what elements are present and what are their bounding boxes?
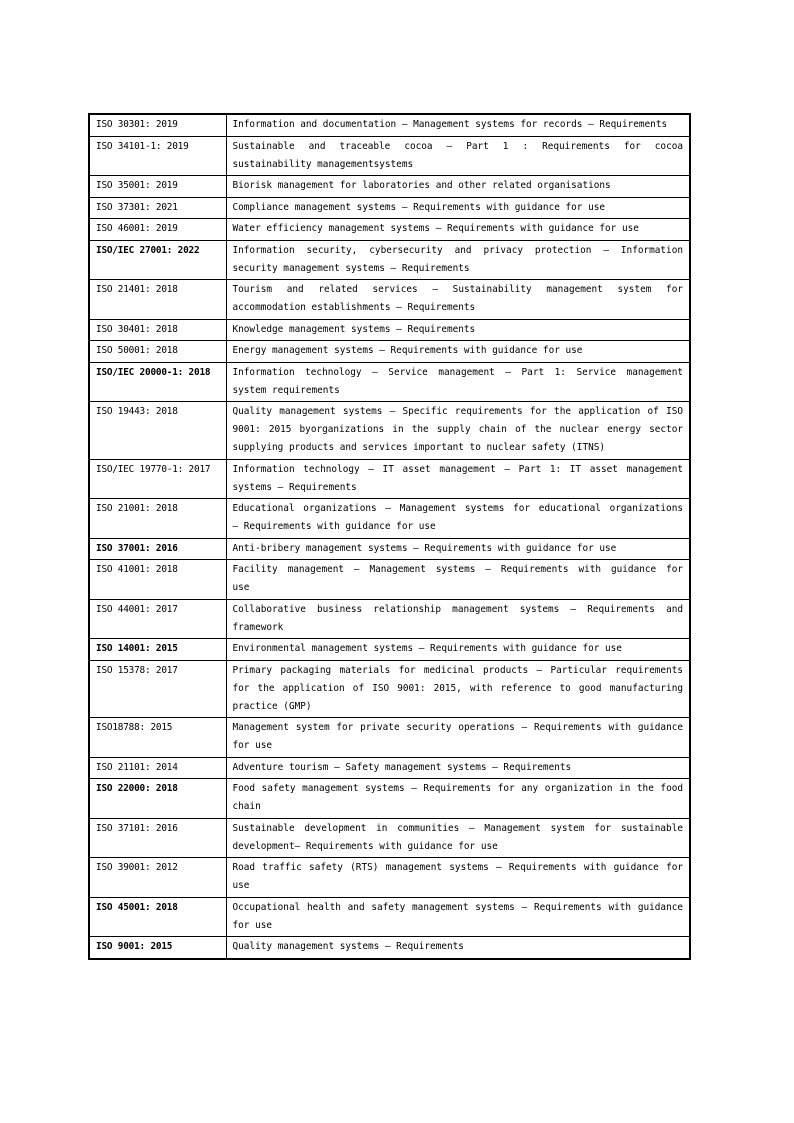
description-line: accommodation establishments — Requirements <box>232 302 476 313</box>
standard-description-cell <box>226 176 690 198</box>
standard-code-cell: ISO 41001: 2018 <box>89 560 226 600</box>
table-row <box>89 499 690 539</box>
standard-code-cell: ISO 15378: 2017 <box>89 660 226 718</box>
standard-code-cell: ISO 45001: 2018 <box>89 897 226 937</box>
description-line: Occupational health and safety management systems — Requirements with guidance <box>232 901 683 913</box>
description-line: for use <box>232 919 273 931</box>
standard-description-cell <box>226 757 690 779</box>
standard-code-cell: ISO 21401: 2018 <box>89 280 226 320</box>
description-line: system requirements <box>232 384 340 396</box>
table-row <box>89 599 690 639</box>
standard-description-cell <box>226 818 690 858</box>
standard-code-cell: ISO/IEC 20000-1: 2018 <box>89 362 226 402</box>
table-row <box>89 319 690 341</box>
description-line: Information and documentation — Management systems for records — Requirements <box>232 119 668 130</box>
table-row <box>89 560 690 600</box>
standard-code-cell: ISO 19443: 2018 <box>89 402 226 460</box>
standard-description-cell <box>226 219 690 241</box>
description-line: Educational organizations — Management systems for educational organizations <box>232 503 683 514</box>
description-line: Information security, cybersecurity and privacy protection — Information <box>232 244 683 256</box>
standard-description-cell <box>226 459 690 499</box>
standard-description-cell <box>226 897 690 937</box>
table-row <box>89 176 690 198</box>
table-row <box>89 718 690 758</box>
description-line: Sustainable development in communities — Management system for sustainable <box>232 822 683 834</box>
description-line: Compliance management systems — Requirements with guidance for use <box>232 201 606 213</box>
table-row <box>89 639 690 661</box>
standard-code-cell: ISO 44001: 2017 <box>89 599 226 639</box>
standard-code-cell: ISO 22000: 2018 <box>89 779 226 819</box>
description-line: for use <box>232 740 273 751</box>
standard-description-cell <box>226 197 690 219</box>
description-line: for the application of ISO 9001: 2015, with reference to good manufacturing <box>232 682 683 694</box>
description-line: use <box>232 880 250 891</box>
standard-description-cell <box>226 319 690 341</box>
standard-code-cell: ISO 39001: 2012 <box>89 858 226 898</box>
standard-code-cell: ISO/IEC 19770-1: 2017 <box>89 459 226 499</box>
description-line: Adventure tourism — Safety management systems — Requirements <box>232 761 572 773</box>
description-line: chain <box>232 801 261 812</box>
description-line: Information technology — Service management — Part 1: Service management <box>232 366 683 378</box>
iso-standards-table <box>88 113 691 960</box>
description-line: supplying products and services important to nuclear safety (ITNS) <box>232 442 606 453</box>
standard-code-cell: ISO 37001: 2016 <box>89 538 226 560</box>
description-line: security management systems — Requirements <box>232 262 470 274</box>
standard-code-cell: ISO 30301: 2019 <box>89 114 226 136</box>
standard-description-cell <box>226 718 690 758</box>
standard-code-cell: ISO 30401: 2018 <box>89 319 226 341</box>
table-body <box>89 114 690 959</box>
description-line: Quality management systems — Requirements <box>232 941 464 952</box>
standard-code-cell: ISO 46001: 2019 <box>89 219 226 241</box>
standard-description-cell <box>226 136 690 176</box>
description-line: Anti-bribery management systems — Requirements with guidance for use <box>232 542 617 554</box>
table-row <box>89 341 690 363</box>
standard-description-cell <box>226 240 690 280</box>
description-line: Environmental management systems — Requirements with guidance for use <box>232 643 622 654</box>
standard-code-cell: ISO 35001: 2019 <box>89 176 226 198</box>
description-line: 9001: 2015 byorganizations in the supply chain of the nuclear energy sector <box>232 424 683 435</box>
description-line: Energy management systems — Requirements with guidance for use <box>232 345 583 356</box>
description-line: Biorisk management for laboratories and other related organisations <box>232 180 611 191</box>
description-line: Food safety management systems — Requirements for any organization in the food <box>232 783 683 794</box>
standard-code-cell: ISO 21101: 2014 <box>89 757 226 779</box>
description-line: sustainability managementsystems <box>232 158 414 170</box>
standard-code-cell: ISO/IEC 27001: 2022 <box>89 240 226 280</box>
standard-description-cell <box>226 599 690 639</box>
table-row <box>89 114 690 136</box>
table-row <box>89 858 690 898</box>
description-line: Sustainable and traceable cocoa — Part 1 : Requirements for cocoa <box>232 140 683 152</box>
standard-code-cell: ISO18788: 2015 <box>89 718 226 758</box>
description-line: Road traffic safety (RTS) management systems — Requirements with guidance for <box>232 862 683 873</box>
description-line: Tourism and related services — Sustainability management system for <box>232 284 683 295</box>
standard-description-cell <box>226 114 690 136</box>
table-row <box>89 660 690 718</box>
table-row <box>89 538 690 560</box>
standard-description-cell <box>226 402 690 460</box>
table-row <box>89 897 690 937</box>
standard-code-cell: ISO 34101-1: 2019 <box>89 136 226 176</box>
standard-code-cell: ISO 21001: 2018 <box>89 499 226 539</box>
table-row <box>89 459 690 499</box>
description-line: Water efficiency management systems — Requirements with guidance for use <box>232 223 639 234</box>
table-row <box>89 197 690 219</box>
description-line: systems — Requirements <box>232 481 357 493</box>
table-row <box>89 280 690 320</box>
description-line: Collaborative business relationship management systems — Requirements and <box>232 603 683 615</box>
description-line: Quality management systems — Specific requirements for the application of ISO <box>232 406 683 417</box>
standard-description-cell <box>226 660 690 718</box>
standard-code-cell: ISO 50001: 2018 <box>89 341 226 363</box>
description-line: Facility management — Management systems — Requirements with guidance for <box>232 564 683 575</box>
standard-description-cell <box>226 937 690 959</box>
description-line: Primary packaging materials for medicinal products — Particular requirements <box>232 664 683 676</box>
standard-code-cell: ISO 37301: 2021 <box>89 197 226 219</box>
table-row <box>89 136 690 176</box>
standard-code-cell: ISO 9001: 2015 <box>89 937 226 959</box>
description-line: — Requirements with guidance for use <box>232 521 436 532</box>
standard-description-cell <box>226 858 690 898</box>
standard-code-cell: ISO 37101: 2016 <box>89 818 226 858</box>
description-line: development— Requirements with guidance for use <box>232 840 498 852</box>
table-row <box>89 757 690 779</box>
description-line: use <box>232 582 250 593</box>
table-row <box>89 818 690 858</box>
table-row <box>89 362 690 402</box>
description-line: Information technology — IT asset management — Part 1: IT asset management <box>232 463 683 475</box>
standard-description-cell <box>226 341 690 363</box>
description-line: practice (GMP) <box>232 700 312 712</box>
standard-description-cell <box>226 779 690 819</box>
table-row <box>89 937 690 959</box>
table-row <box>89 779 690 819</box>
standard-description-cell <box>226 280 690 320</box>
standard-description-cell <box>226 560 690 600</box>
standard-description-cell <box>226 499 690 539</box>
description-line: framework <box>232 621 284 633</box>
table-row <box>89 402 690 460</box>
standard-code-cell: ISO 14001: 2015 <box>89 639 226 661</box>
table-row <box>89 219 690 241</box>
standard-description-cell <box>226 362 690 402</box>
standard-description-cell <box>226 639 690 661</box>
description-line: Knowledge management systems — Requirements <box>232 323 476 335</box>
table-row <box>89 240 690 280</box>
standard-description-cell <box>226 538 690 560</box>
description-line: Management system for private security operations — Requirements with guidance <box>232 722 683 733</box>
